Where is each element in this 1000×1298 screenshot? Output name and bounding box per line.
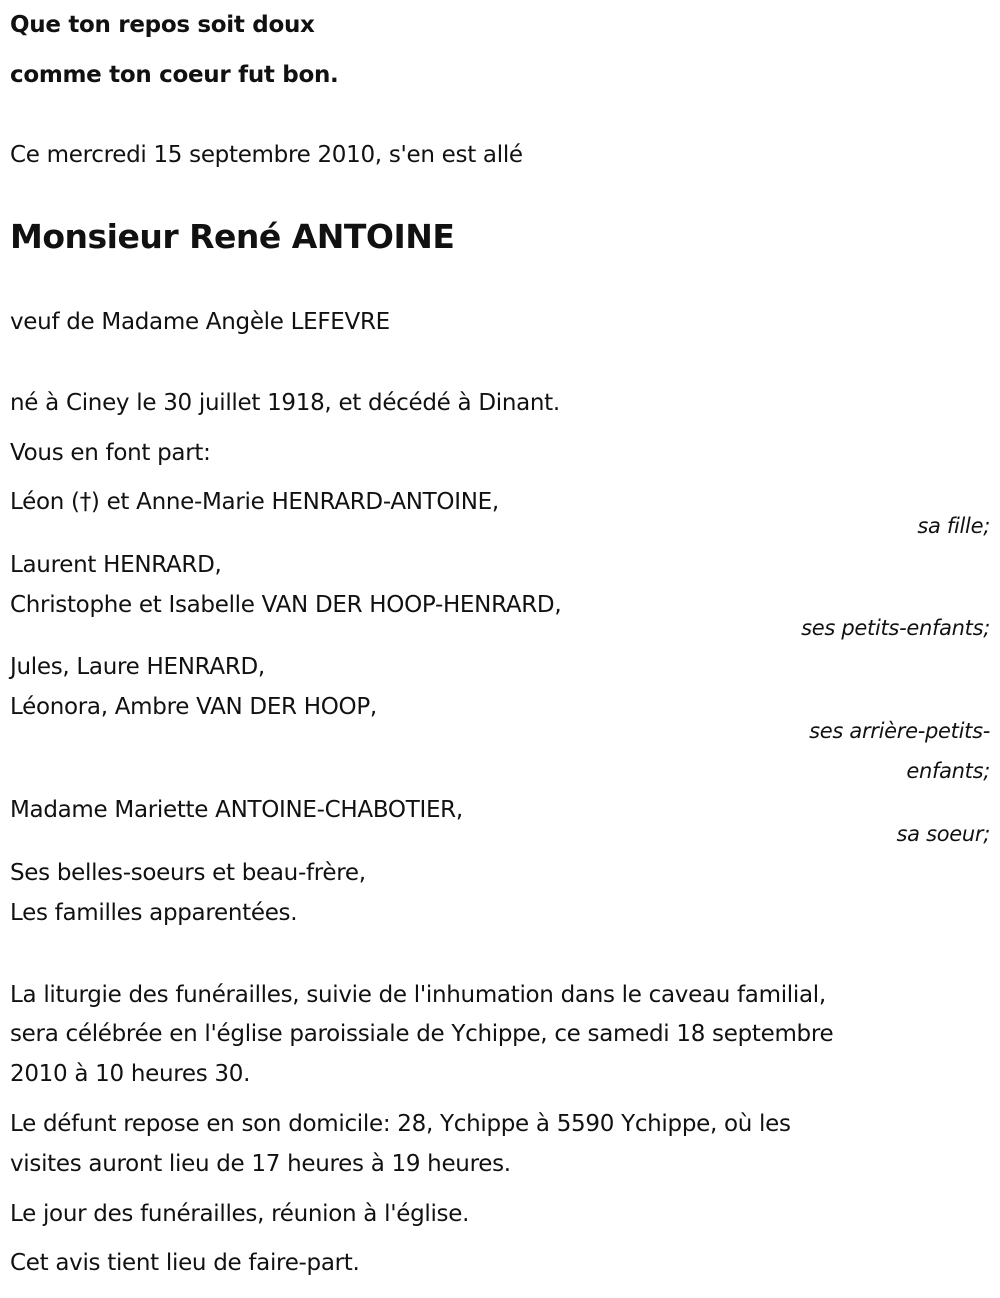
family-name: Jules, Laure HENRARD, — [10, 654, 265, 680]
family-relation: sa soeur; — [896, 822, 990, 846]
family-relation: enfants; — [906, 759, 990, 783]
family-relation: ses arrière-petits- — [809, 719, 990, 743]
rest-line: visites auront lieu de 17 heures à 19 heures. — [10, 1151, 511, 1177]
epitaph-line: Que ton repos soit doux — [10, 12, 315, 38]
family-name: Léon (†) et Anne-Marie HENRARD-ANTOINE, — [10, 489, 499, 515]
epitaph-line: comme ton coeur fut bon. — [10, 62, 339, 88]
liturgy-line: La liturgie des funérailles, suivie de l'inhumation dans le caveau familial, — [10, 982, 826, 1008]
birth-text: né à Ciney le 30 juillet 1918, et décédé à Dinant. — [10, 390, 560, 416]
notice-text: Cet avis tient lieu de faire-part. — [10, 1250, 360, 1276]
family-relation: ses petits-enfants; — [801, 616, 990, 640]
family-name: Madame Mariette ANTOINE-CHABOTIER, — [10, 797, 463, 823]
others-line: Ses belles-soeurs et beau-frère, — [10, 860, 366, 886]
deceased-name: Monsieur René ANTOINE — [10, 217, 455, 256]
intro-text: Ce mercredi 15 septembre 2010, s'en est allé — [10, 142, 523, 168]
others-line: Les familles apparentées. — [10, 900, 298, 926]
liturgy-line: 2010 à 10 heures 30. — [10, 1061, 251, 1087]
meeting-text: Le jour des funérailles, réunion à l'église. — [10, 1201, 470, 1227]
liturgy-line: sera célébrée en l'église paroissiale de Ychippe, ce samedi 18 septembre — [10, 1021, 834, 1047]
family-name: Laurent HENRARD, — [10, 552, 222, 578]
family-relation: sa fille; — [917, 514, 990, 538]
rest-line: Le défunt repose en son domicile: 28, Ychippe à 5590 Ychippe, où les — [10, 1111, 791, 1137]
family-name: Léonora, Ambre VAN DER HOOP, — [10, 694, 377, 720]
family-name: Christophe et Isabelle VAN DER HOOP-HENRARD, — [10, 592, 562, 618]
spouse-text: veuf de Madame Angèle LEFEVRE — [10, 309, 390, 335]
announce-text: Vous en font part: — [10, 440, 211, 466]
